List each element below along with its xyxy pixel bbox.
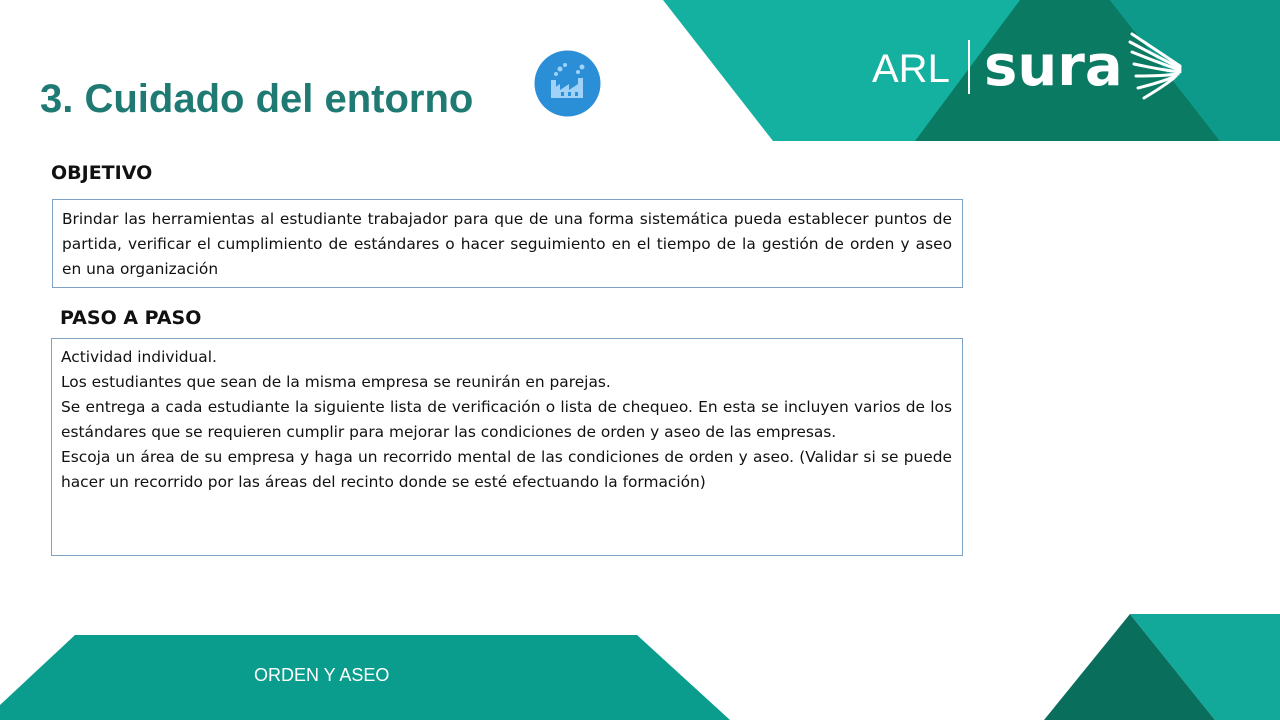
factory-icon bbox=[534, 50, 601, 117]
step-line: Los estudiantes que sean de la misma empresa se reunirán en parejas. bbox=[61, 373, 611, 391]
step-line: Se entrega a cada estudiante la siguiente lista de verificación o lista de chequeo. En esta se incluyen varios de los estándares que se requieren cumplir para mejorar las condiciones de orden y aseo de las empresas. bbox=[61, 398, 952, 441]
objective-text: Brindar las herramientas al estudiante trabajador para que de una forma sistemática pueda establecer puntos de partida, verificar el cumplimiento de estándares o hacer seguimiento en el tiempo de la gestión de orden y aseo en una organización bbox=[62, 210, 952, 278]
footer-label: ORDEN Y ASEO bbox=[254, 665, 390, 685]
step-line: Escoja un área de su empresa y haga un recorrido mental de las condiciones de orden y aseo. (Validar si se puede hacer un recorrido por las áreas del recinto donde se esté efectuando la formación) bbox=[61, 448, 952, 491]
objective-heading: OBJETIVO bbox=[51, 162, 153, 184]
logo-wing-icon bbox=[1130, 34, 1180, 98]
logo-brand: sura bbox=[984, 34, 1123, 99]
slide-title: 3. Cuidado del entorno bbox=[40, 77, 474, 121]
objective-box bbox=[52, 199, 963, 288]
steps-heading: PASO A PASO bbox=[60, 307, 202, 329]
steps-box bbox=[51, 338, 963, 556]
arl-sura-logo bbox=[870, 30, 1190, 110]
logo-prefix: ARL bbox=[872, 47, 950, 91]
step-line: Actividad individual. bbox=[61, 348, 217, 366]
